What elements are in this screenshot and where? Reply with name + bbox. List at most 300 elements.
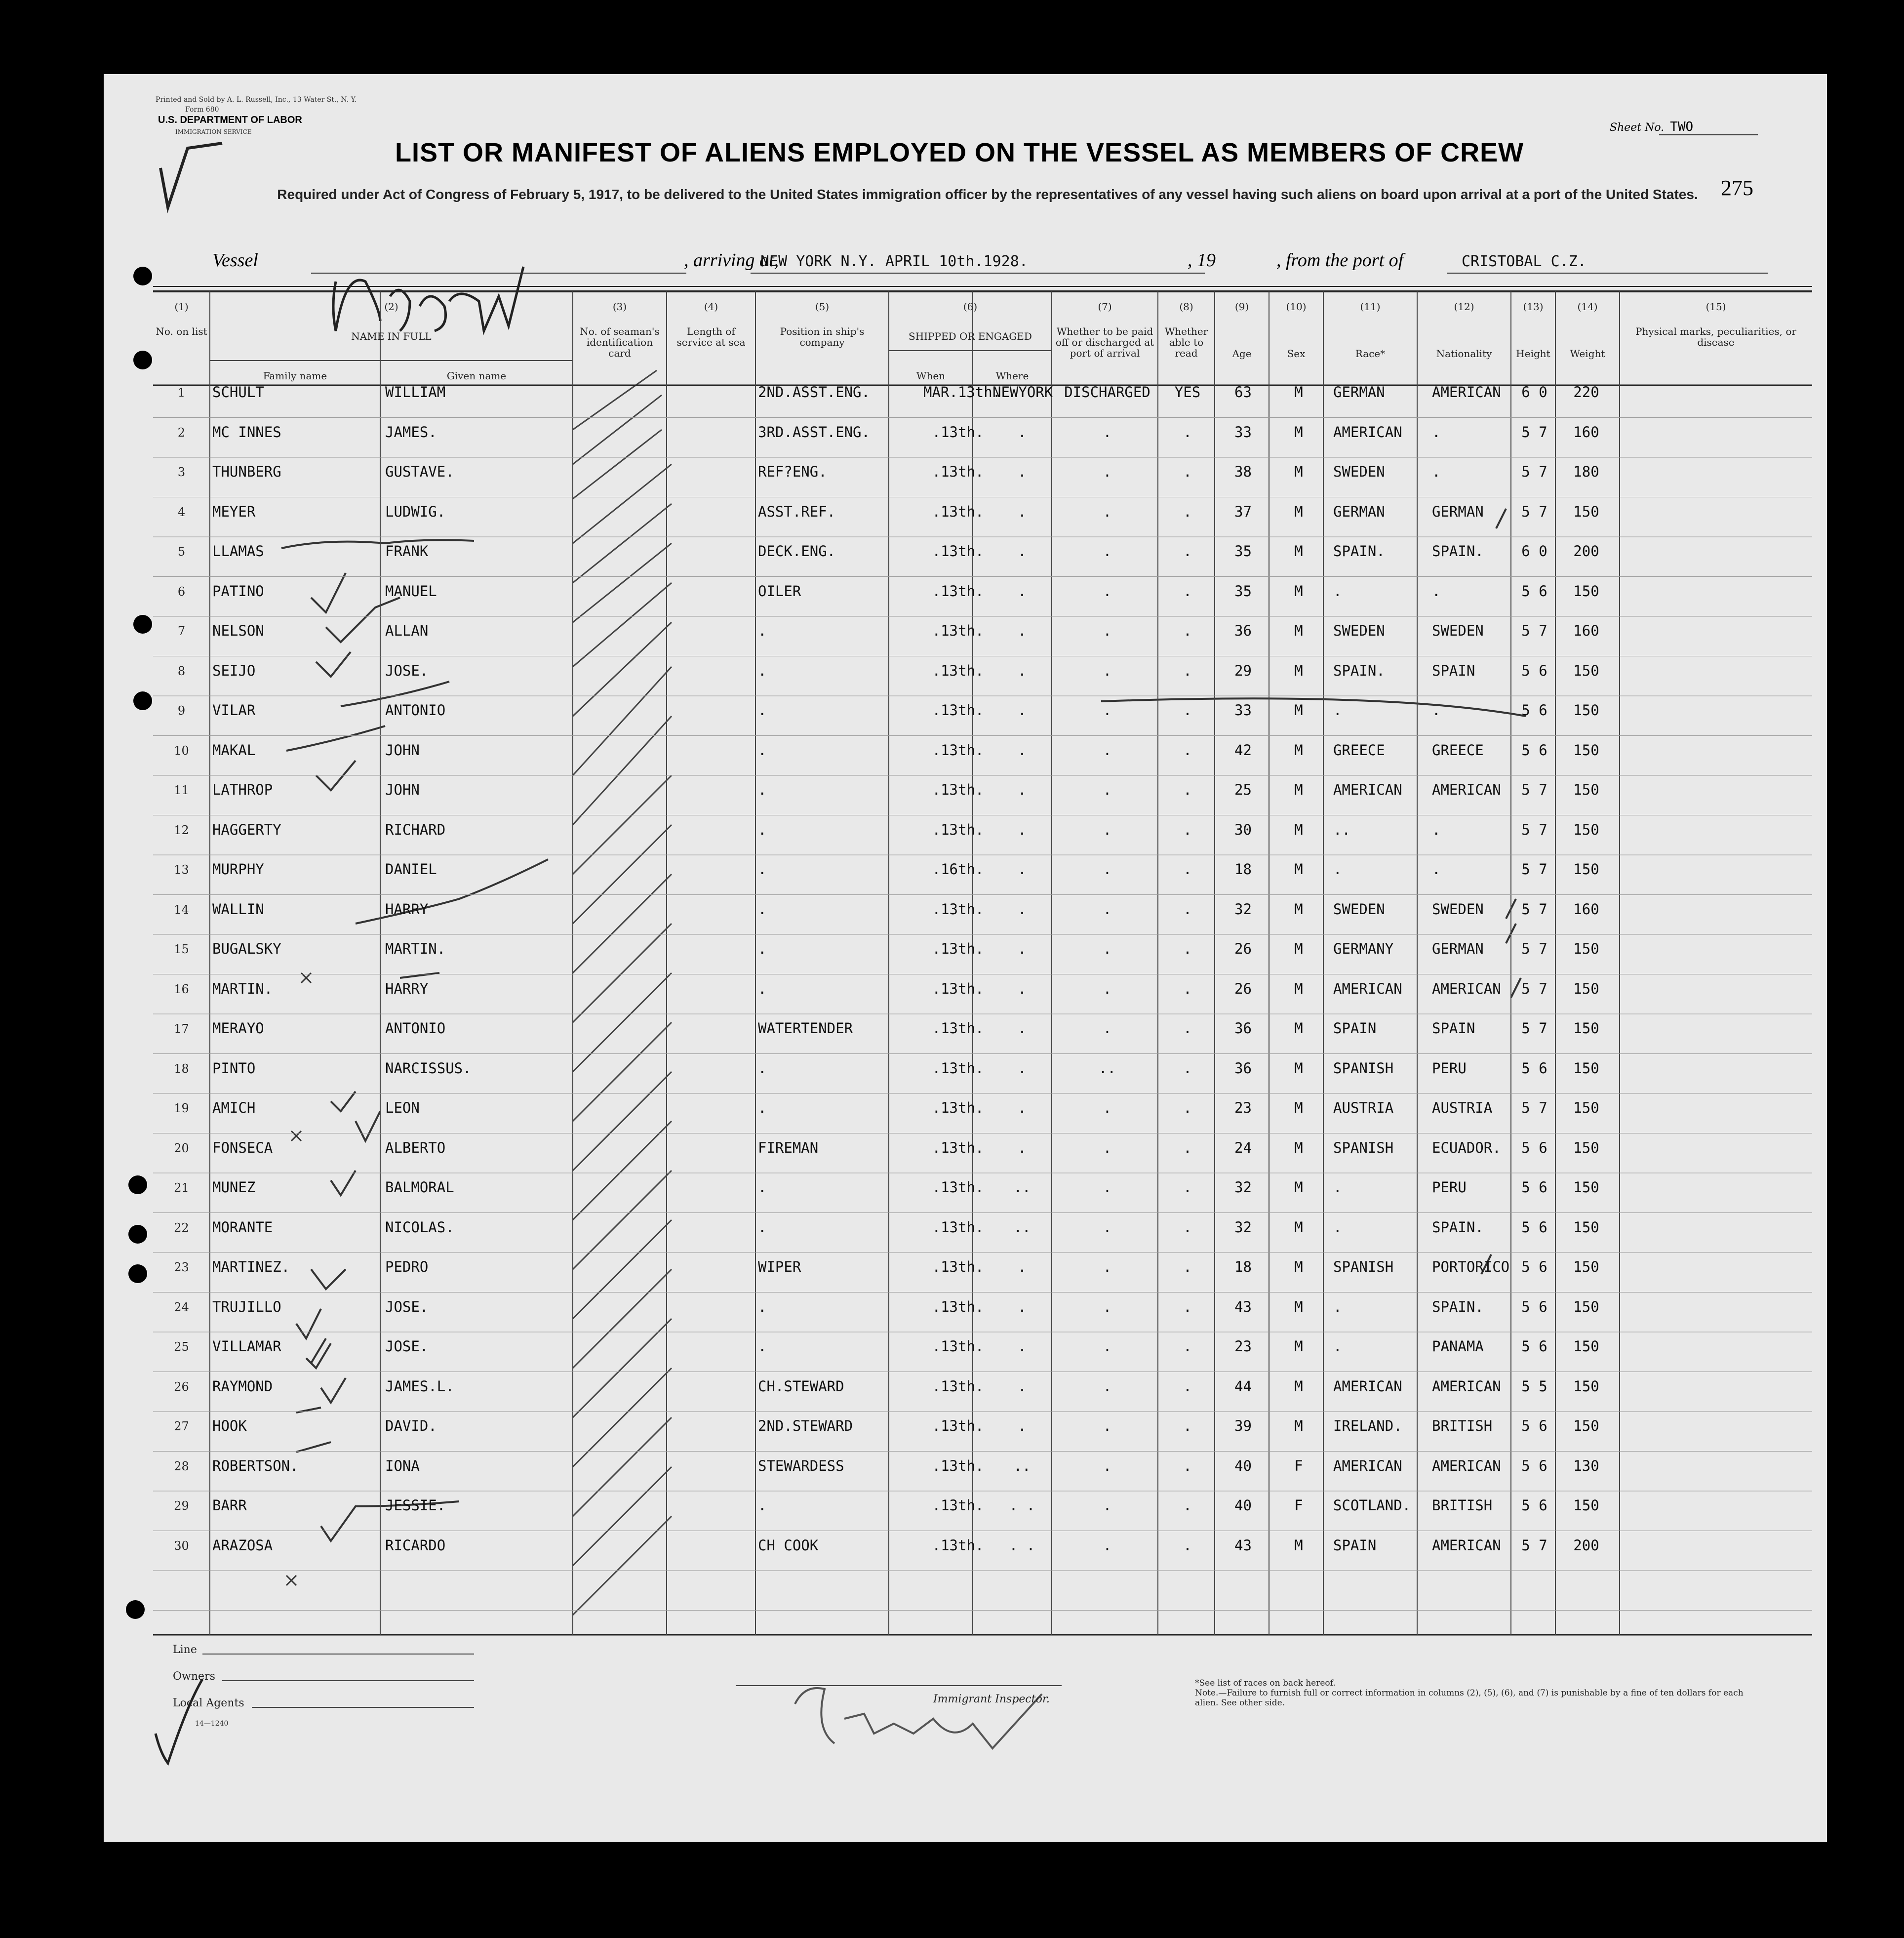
column-number-7: (7)	[1098, 301, 1112, 313]
vessel-label: Vessel	[212, 250, 258, 271]
able-to-read: .	[1183, 781, 1192, 798]
department-label: U.S. DEPARTMENT OF LABOR	[158, 115, 302, 125]
weight: 150	[1573, 741, 1599, 759]
discharged: ..	[1099, 1059, 1116, 1077]
weight: 220	[1573, 384, 1599, 401]
able-to-read: .	[1183, 980, 1192, 997]
column-subheader: When	[916, 370, 946, 382]
year-label: , 19	[1188, 250, 1216, 271]
position: DECK.ENG.	[758, 543, 836, 560]
age: 32	[1234, 1179, 1252, 1196]
position: .	[758, 821, 767, 838]
position: STEWARDESS	[758, 1457, 844, 1474]
discharged: .	[1103, 543, 1112, 560]
given-name: NARCISSUS.	[385, 1059, 472, 1077]
nationality: AMERICAN	[1432, 1377, 1501, 1395]
age: 40	[1234, 1457, 1252, 1474]
weight: 150	[1573, 1417, 1599, 1434]
sex: M	[1294, 1298, 1303, 1315]
sex: M	[1294, 582, 1303, 600]
inspector-label: Immigrant Inspector.	[933, 1693, 1050, 1705]
given-name: RICHARD	[385, 821, 446, 838]
punch-hole	[133, 267, 152, 285]
from-port-label: , from the port of	[1276, 250, 1404, 271]
race: .	[1333, 861, 1342, 878]
shipped-where: .	[1018, 1417, 1027, 1434]
shipped-where: ..	[1013, 1218, 1031, 1236]
shipped-where: .	[1018, 1338, 1027, 1355]
race: SWEDEN	[1333, 463, 1385, 480]
discharged: .	[1103, 662, 1112, 679]
sex: M	[1294, 1338, 1303, 1355]
family-name: PATINO	[212, 582, 264, 600]
shipped-when: .13th.	[932, 781, 984, 798]
height: 5 6	[1521, 702, 1547, 719]
discharged: .	[1103, 1099, 1112, 1116]
weight: 150	[1573, 781, 1599, 798]
discharged: .	[1103, 1258, 1112, 1275]
agents-underline	[252, 1707, 474, 1708]
shipped-when: .13th.	[932, 1377, 984, 1395]
nationality: ECUADOR.	[1432, 1139, 1501, 1156]
height: 5 6	[1521, 1218, 1547, 1236]
sex: M	[1294, 1099, 1303, 1116]
shipped-where: NEWYORK	[992, 384, 1053, 401]
family-name: MAKAL	[212, 741, 256, 759]
discharged: .	[1103, 1218, 1112, 1236]
age: 26	[1234, 940, 1252, 957]
race: AMERICAN	[1333, 1457, 1402, 1474]
weight: 200	[1573, 1536, 1599, 1554]
sheet-number: Sheet No. TWO	[1610, 120, 1694, 134]
family-name: BUGALSKY	[212, 940, 281, 957]
position: .	[758, 622, 767, 639]
position: .	[758, 1338, 767, 1355]
shipped-when: .13th.	[932, 980, 984, 997]
able-to-read: .	[1183, 1536, 1192, 1554]
given-name: JAMES.L.	[385, 1377, 454, 1395]
discharged: .	[1103, 1497, 1112, 1514]
race: GERMAN	[1333, 384, 1385, 401]
shipped-where: .	[1018, 980, 1027, 997]
nationality: .	[1432, 821, 1441, 838]
sex: M	[1294, 980, 1303, 997]
race: ..	[1333, 821, 1350, 838]
page-title: LIST OR MANIFEST OF ALIENS EMPLOYED ON THE VESSEL AS MEMBERS OF CREW	[395, 138, 1524, 167]
sex: M	[1294, 940, 1303, 957]
shipped-where: .	[1018, 582, 1027, 600]
able-to-read: .	[1183, 1497, 1192, 1514]
given-name: JOHN	[385, 741, 420, 759]
page-stamp-number: 275	[1721, 176, 1753, 200]
column-header-15: Physical marks, peculiarities, or disease	[1635, 325, 1796, 348]
age: 18	[1234, 861, 1252, 878]
height: 5 5	[1521, 1377, 1547, 1395]
row-number: 15	[174, 942, 189, 956]
family-name: MARTIN.	[212, 980, 273, 997]
race: SPANISH	[1333, 1139, 1394, 1156]
nationality: .	[1432, 463, 1441, 480]
position: .	[758, 940, 767, 957]
arrival-date: NEW YORK N.Y. APRIL 10th.1928.	[760, 253, 1028, 270]
able-to-read: .	[1183, 821, 1192, 838]
position: .	[758, 1179, 767, 1196]
age: 33	[1234, 702, 1252, 719]
age: 29	[1234, 662, 1252, 679]
row-number: 2	[177, 425, 186, 440]
shipped-where: .	[1018, 622, 1027, 639]
able-to-read: .	[1183, 662, 1192, 679]
shipped-where: . .	[1009, 1497, 1035, 1514]
height: 6 0	[1521, 543, 1547, 560]
discharged: DISCHARGED	[1064, 384, 1150, 401]
shipped-where: .	[1018, 463, 1027, 480]
row-number: 28	[174, 1459, 189, 1473]
height: 5 7	[1521, 503, 1547, 520]
shipped-where: .	[1018, 741, 1027, 759]
height: 6 0	[1521, 384, 1547, 401]
shipped-where: .	[1018, 1020, 1027, 1037]
able-to-read: .	[1183, 582, 1192, 600]
shipped-where: .	[1018, 821, 1027, 838]
column-header-3: No. of seaman's identification card	[580, 325, 660, 359]
sex: M	[1294, 1139, 1303, 1156]
given-name: MARTIN.	[385, 940, 446, 957]
column-header-1: No. on list	[156, 325, 207, 337]
sex: M	[1294, 1179, 1303, 1196]
sex: M	[1294, 1020, 1303, 1037]
sex: M	[1294, 1377, 1303, 1395]
column-number-3: (3)	[612, 301, 627, 313]
family-name: VILLAMAR	[212, 1338, 281, 1355]
given-name: JOSE.	[385, 1338, 429, 1355]
given-name: JOSE.	[385, 662, 429, 679]
family-name: MEYER	[212, 503, 256, 520]
nationality: SPAIN	[1432, 1020, 1475, 1037]
weight: 150	[1573, 861, 1599, 878]
sex: F	[1294, 1497, 1303, 1514]
shipped-when: .13th.	[932, 1059, 984, 1077]
form-code-footer: 14—1240	[195, 1720, 229, 1728]
height: 5 7	[1521, 1536, 1547, 1554]
sex: M	[1294, 1258, 1303, 1275]
height: 5 6	[1521, 1179, 1547, 1196]
sex: M	[1294, 1059, 1303, 1077]
column-number-15: (15)	[1706, 301, 1726, 313]
shipped-when: .13th.	[932, 940, 984, 957]
family-name: HOOK	[212, 1417, 247, 1434]
height: 5 6	[1521, 662, 1547, 679]
column-header-4: Length of service at sea	[676, 325, 746, 348]
height: 5 6	[1521, 741, 1547, 759]
shipped-when: .13th.	[932, 1179, 984, 1196]
given-name: JOHN	[385, 781, 420, 798]
discharged: .	[1103, 1536, 1112, 1554]
manifest-sheet	[104, 74, 1827, 1842]
sex: M	[1294, 384, 1303, 401]
position: REF?ENG.	[758, 463, 827, 480]
shipped-where: .	[1018, 1298, 1027, 1315]
column-subheader: Family name	[263, 370, 327, 382]
arriving-label: , arriving at,	[684, 250, 779, 271]
row-number: 25	[174, 1340, 189, 1354]
column-number-6: (6)	[963, 301, 978, 313]
column-header-11: Race*	[1355, 348, 1386, 360]
age: 40	[1234, 1497, 1252, 1514]
age: 18	[1234, 1258, 1252, 1275]
discharged: .	[1103, 861, 1112, 878]
height: 5 7	[1521, 940, 1547, 957]
punch-hole	[133, 691, 152, 710]
punch-hole	[128, 1175, 147, 1194]
row-number: 8	[177, 664, 186, 678]
shipped-when: .16th.	[932, 861, 984, 878]
discharged: .	[1103, 1338, 1112, 1355]
given-name: RICARDO	[385, 1536, 446, 1554]
shipped-when: .13th.	[932, 1139, 984, 1156]
weight: 150	[1573, 1377, 1599, 1395]
weight: 150	[1573, 1497, 1599, 1514]
able-to-read: .	[1183, 1099, 1192, 1116]
row-number: 13	[174, 863, 189, 877]
discharged: .	[1103, 423, 1112, 441]
column-number-14: (14)	[1577, 301, 1598, 313]
column-header-13: Height	[1516, 348, 1550, 360]
given-name: GUSTAVE.	[385, 463, 454, 480]
sex: M	[1294, 1218, 1303, 1236]
position: FIREMAN	[758, 1139, 819, 1156]
position: ASST.REF.	[758, 503, 836, 520]
sex: M	[1294, 900, 1303, 918]
age: 23	[1234, 1099, 1252, 1116]
sex: M	[1294, 543, 1303, 560]
column-header-9: Age	[1232, 348, 1252, 360]
race: .	[1333, 1218, 1342, 1236]
discharged: .	[1103, 622, 1112, 639]
column-header-10: Sex	[1287, 348, 1306, 360]
sex: M	[1294, 622, 1303, 639]
race: SPAIN	[1333, 1020, 1377, 1037]
nationality: PERU	[1432, 1179, 1467, 1196]
age: 36	[1234, 1059, 1252, 1077]
height: 5 6	[1521, 1457, 1547, 1474]
weight: 150	[1573, 582, 1599, 600]
discharged: .	[1103, 503, 1112, 520]
weight: 150	[1573, 1218, 1599, 1236]
weight: 150	[1573, 1099, 1599, 1116]
age: 42	[1234, 741, 1252, 759]
family-name: ARAZOSA	[212, 1536, 273, 1554]
discharged: .	[1103, 980, 1112, 997]
race: SPAIN.	[1333, 543, 1385, 560]
race: GERMAN	[1333, 503, 1385, 520]
family-name: VILAR	[212, 702, 256, 719]
given-name: ALBERTO	[385, 1139, 446, 1156]
able-to-read: .	[1183, 1218, 1192, 1236]
height: 5 6	[1521, 1338, 1547, 1355]
row-number: 1	[177, 386, 186, 400]
nationality: SPAIN.	[1432, 1298, 1484, 1315]
given-name: IONA	[385, 1457, 420, 1474]
race: .	[1333, 1338, 1342, 1355]
punch-hole	[133, 351, 152, 369]
sex: M	[1294, 821, 1303, 838]
punch-hole	[128, 1264, 147, 1283]
shipped-when: .13th.	[932, 1417, 984, 1434]
nationality: SPAIN.	[1432, 543, 1484, 560]
position: 2ND.ASST.ENG.	[758, 384, 870, 401]
position: OILER	[758, 582, 801, 600]
weight: 160	[1573, 423, 1599, 441]
nationality: SWEDEN	[1432, 900, 1484, 918]
able-to-read: .	[1183, 1179, 1192, 1196]
family-name: BARR	[212, 1497, 247, 1514]
race: AMERICAN	[1333, 980, 1402, 997]
able-to-read: .	[1183, 1338, 1192, 1355]
age: 32	[1234, 900, 1252, 918]
position: .	[758, 1099, 767, 1116]
age: 38	[1234, 463, 1252, 480]
weight: 150	[1573, 702, 1599, 719]
nationality: BRITISH	[1432, 1417, 1493, 1434]
footnote: *See list of races on back hereof. Note.—Failure to furnish full or correct information in columns (2), (5), (6), and (7) is punishable by a fine of ten dollars for each alien. See other side.	[1195, 1678, 1744, 1708]
family-name: RAYMOND	[212, 1377, 273, 1395]
family-name: MUNEZ	[212, 1179, 256, 1196]
age: 37	[1234, 503, 1252, 520]
discharged: .	[1103, 821, 1112, 838]
position: .	[758, 741, 767, 759]
shipped-when: .13th.	[932, 622, 984, 639]
shipped-when: .13th.	[932, 1338, 984, 1355]
able-to-read: .	[1183, 1457, 1192, 1474]
shipped-where: .	[1018, 781, 1027, 798]
given-name: DANIEL	[385, 861, 437, 878]
row-number: 26	[174, 1379, 189, 1394]
row-number: 12	[174, 823, 189, 837]
able-to-read: .	[1183, 940, 1192, 957]
race: AMERICAN	[1333, 781, 1402, 798]
position: CH.STEWARD	[758, 1377, 844, 1395]
height: 5 6	[1521, 1497, 1547, 1514]
nationality: .	[1432, 861, 1441, 878]
able-to-read: .	[1183, 1139, 1192, 1156]
column-header-7: Whether to be paid off or discharged at port of arrival	[1055, 325, 1154, 359]
shipped-when: .13th.	[932, 1218, 984, 1236]
able-to-read: .	[1183, 423, 1192, 441]
discharged: .	[1103, 1298, 1112, 1315]
row-number: 16	[174, 982, 189, 996]
age: 44	[1234, 1377, 1252, 1395]
height: 5 6	[1521, 1059, 1547, 1077]
nationality: AMERICAN	[1432, 980, 1501, 997]
shipped-where: ..	[1013, 1179, 1031, 1196]
sex: M	[1294, 662, 1303, 679]
family-name: HAGGERTY	[212, 821, 281, 838]
given-name: JESSIE.	[385, 1497, 446, 1514]
age: 23	[1234, 1338, 1252, 1355]
given-name: MANUEL	[385, 582, 437, 600]
race: GERMANY	[1333, 940, 1394, 957]
given-name: DAVID.	[385, 1417, 437, 1434]
from-port-value: CRISTOBAL C.Z.	[1462, 253, 1587, 270]
age: 36	[1234, 1020, 1252, 1037]
given-name: BALMORAL	[385, 1179, 454, 1196]
weight: 150	[1573, 503, 1599, 520]
given-name: ANTONIO	[385, 1020, 446, 1037]
shipped-where: . .	[1009, 1536, 1035, 1554]
family-name: THUNBERG	[212, 463, 281, 480]
position: .	[758, 1059, 767, 1077]
height: 5 7	[1521, 861, 1547, 878]
weight: 150	[1573, 1298, 1599, 1315]
nationality: PORTORICO	[1432, 1258, 1510, 1275]
shipped-when: .13th.	[932, 821, 984, 838]
weight: 160	[1573, 622, 1599, 639]
column-header-8: Whether able to read	[1164, 325, 1208, 359]
able-to-read: .	[1183, 1059, 1192, 1077]
age: 33	[1234, 423, 1252, 441]
row-number: 18	[174, 1061, 189, 1076]
position: .	[758, 980, 767, 997]
shipped-when: .13th.	[932, 900, 984, 918]
shipped-where: .	[1018, 662, 1027, 679]
height: 5 7	[1521, 463, 1547, 480]
sex: M	[1294, 503, 1303, 520]
age: 26	[1234, 980, 1252, 997]
shipped-where: .	[1018, 702, 1027, 719]
age: 25	[1234, 781, 1252, 798]
given-name: ALLAN	[385, 622, 429, 639]
position: CH COOK	[758, 1536, 819, 1554]
sex: M	[1294, 861, 1303, 878]
nationality: .	[1432, 702, 1441, 719]
family-name: MERAYO	[212, 1020, 264, 1037]
nationality: GREECE	[1432, 741, 1484, 759]
height: 5 7	[1521, 821, 1547, 838]
able-to-read: .	[1183, 1020, 1192, 1037]
weight: 150	[1573, 1338, 1599, 1355]
discharged: .	[1103, 900, 1112, 918]
sex: M	[1294, 463, 1303, 480]
race: .	[1333, 1179, 1342, 1196]
able-to-read: YES	[1174, 384, 1201, 401]
nationality: BRITISH	[1432, 1497, 1493, 1514]
row-number: 4	[177, 505, 186, 519]
race: SCOTLAND.	[1333, 1497, 1411, 1514]
column-number-11: (11)	[1360, 301, 1381, 313]
age: 43	[1234, 1536, 1252, 1554]
nationality: AUSTRIA	[1432, 1099, 1493, 1116]
age: 36	[1234, 622, 1252, 639]
weight: 150	[1573, 1020, 1599, 1037]
shipped-when: .13th.	[932, 543, 984, 560]
family-name: AMICH	[212, 1099, 256, 1116]
row-number: 21	[174, 1181, 189, 1195]
column-number-4: (4)	[704, 301, 718, 313]
height: 5 6	[1521, 582, 1547, 600]
discharged: .	[1103, 1457, 1112, 1474]
column-number-2: (2)	[384, 301, 398, 313]
owners-label: Owners	[173, 1670, 215, 1683]
row-number: 14	[174, 902, 189, 917]
family-name: LLAMAS	[212, 543, 264, 560]
discharged: .	[1103, 781, 1112, 798]
age: 39	[1234, 1417, 1252, 1434]
sex: M	[1294, 702, 1303, 719]
shipped-where: .	[1018, 1258, 1027, 1275]
position: .	[758, 1497, 767, 1514]
family-name: FONSECA	[212, 1139, 273, 1156]
